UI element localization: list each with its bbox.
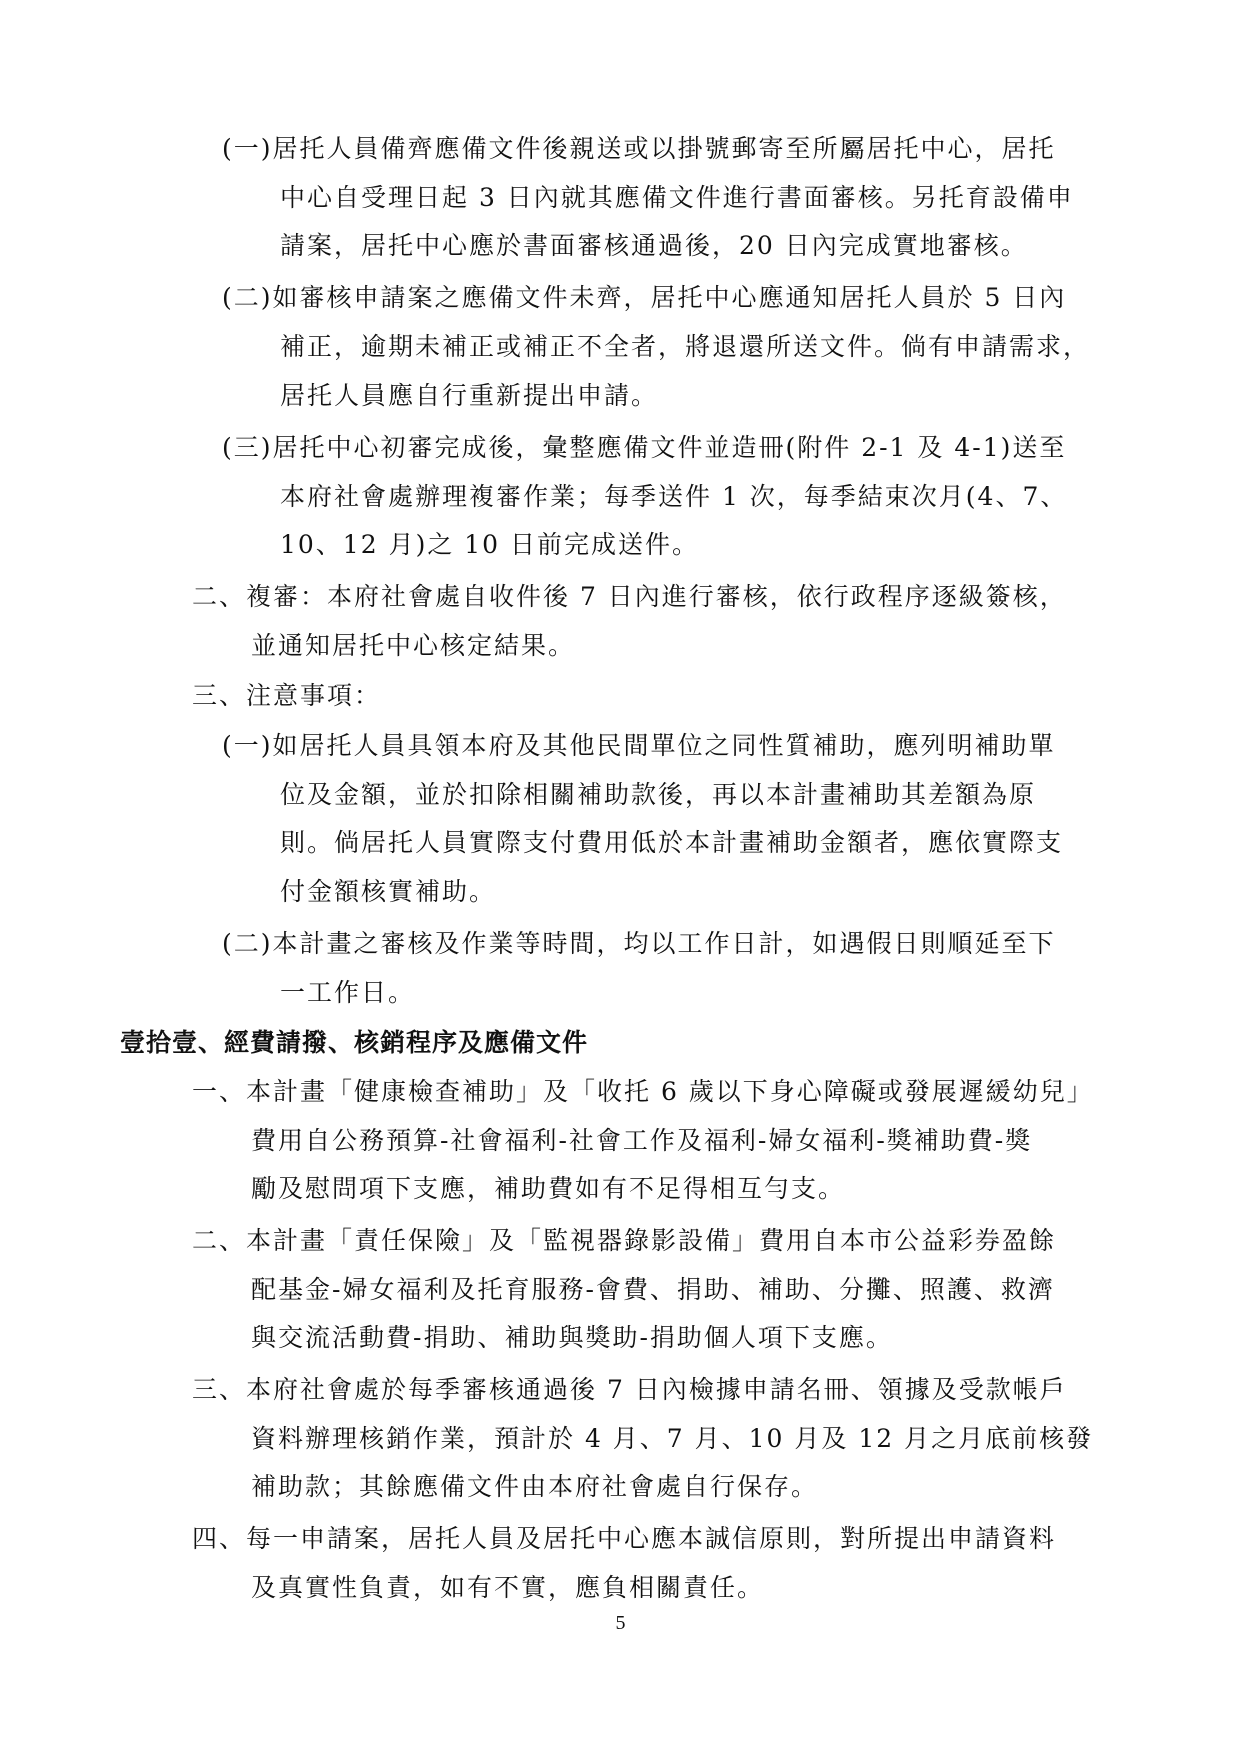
text-line: 三、本府社會處於每季審核通過後 7 日內檢據申請名冊、領據及受款帳戶 — [192, 1375, 1067, 1404]
text-line: 二、本計畫「責任保險」及「監視器錄影設備」費用自本市公益彩券盈餘 — [192, 1226, 1057, 1255]
text-line: 中心自受理日起 3 日內就其應備文件進行書面審核。另托育設備申 — [280, 183, 1074, 212]
text-line: (一)居托人員備齊應備文件後親送或以掛號郵寄至所屬居托中心，居托 — [222, 134, 1056, 163]
text-line: 四、每一申請案，居托人員及居托中心應本誠信原則，對所提出申請資料 — [192, 1524, 1057, 1553]
text-line: (二)如審核申請案之應備文件未齊，居托中心應通知居托人員於 5 日內 — [222, 283, 1067, 312]
text-line: 補正，逾期未補正或補正不全者，將退還所送文件。倘有申請需求， — [280, 332, 1091, 361]
text-line: (三)居托中心初審完成後，彙整應備文件並造冊(附件 2-1 及 4-1)送至 — [222, 433, 1067, 462]
text-line: 配基金-婦女福利及托育服務-會費、捐助、補助、分攤、照護、救濟 — [251, 1275, 1055, 1304]
text-line: (二)本計畫之審核及作業等時間，均以工作日計，如遇假日則順延至下 — [222, 929, 1056, 958]
text-line: 位及金額，並於扣除相關補助款後，再以本計畫補助其差額為原 — [280, 780, 1037, 809]
text-line: 居托人員應自行重新提出申請。 — [280, 381, 659, 410]
text-line: 請案，居托中心應於書面審核通過後，20 日內完成實地審核。 — [280, 231, 1028, 260]
text-line: 二、複審：本府社會處自收件後 7 日內進行審核，依行政程序逐級簽核， — [192, 582, 1067, 611]
text-line: 費用自公務預算-社會福利-社會工作及福利-婦女福利-獎補助費-獎 — [251, 1126, 1033, 1155]
text-line: 一工作日。 — [280, 978, 416, 1007]
page-number: 5 — [615, 1612, 626, 1634]
text-line: 補助款；其餘應備文件由本府社會處自行保存。 — [251, 1472, 819, 1501]
text-line: 本府社會處辦理複審作業；每季送件 1 次，每季結束次月(4、7、 — [280, 482, 1068, 511]
text-line: 與交流活動費-捐助、補助與獎助-捐助個人項下支應。 — [251, 1323, 893, 1352]
text-line: 三、注意事項： — [192, 681, 382, 710]
text-line: 一、本計畫「健康檢查補助」及「收托 6 歲以下身心障礙或發展遲緩幼兒」 — [192, 1077, 1094, 1106]
text-line: 及真實性負責，如有不實，應負相關責任。 — [251, 1573, 765, 1602]
text-line: (一)如居托人員具領本府及其他民間單位之同性質補助，應列明補助單 — [222, 731, 1056, 760]
text-line: 付金額核實補助。 — [280, 877, 497, 906]
text-line: 資料辦理核銷作業，預計於 4 月、7 月、10 月及 12 月之月底前核發 — [251, 1424, 1094, 1453]
text-line: 並通知居托中心核定結果。 — [251, 631, 576, 660]
text-line: 勵及慰問項下支應，補助費如有不足得相互勻支。 — [251, 1174, 846, 1203]
section-heading: 壹拾壹、經費請撥、核銷程序及應備文件 — [120, 1028, 589, 1057]
text-line: 則。倘居托人員實際支付費用低於本計畫補助金額者，應依實際支 — [280, 828, 1064, 857]
text-line: 10、12 月)之 10 日前完成送件。 — [280, 530, 700, 559]
